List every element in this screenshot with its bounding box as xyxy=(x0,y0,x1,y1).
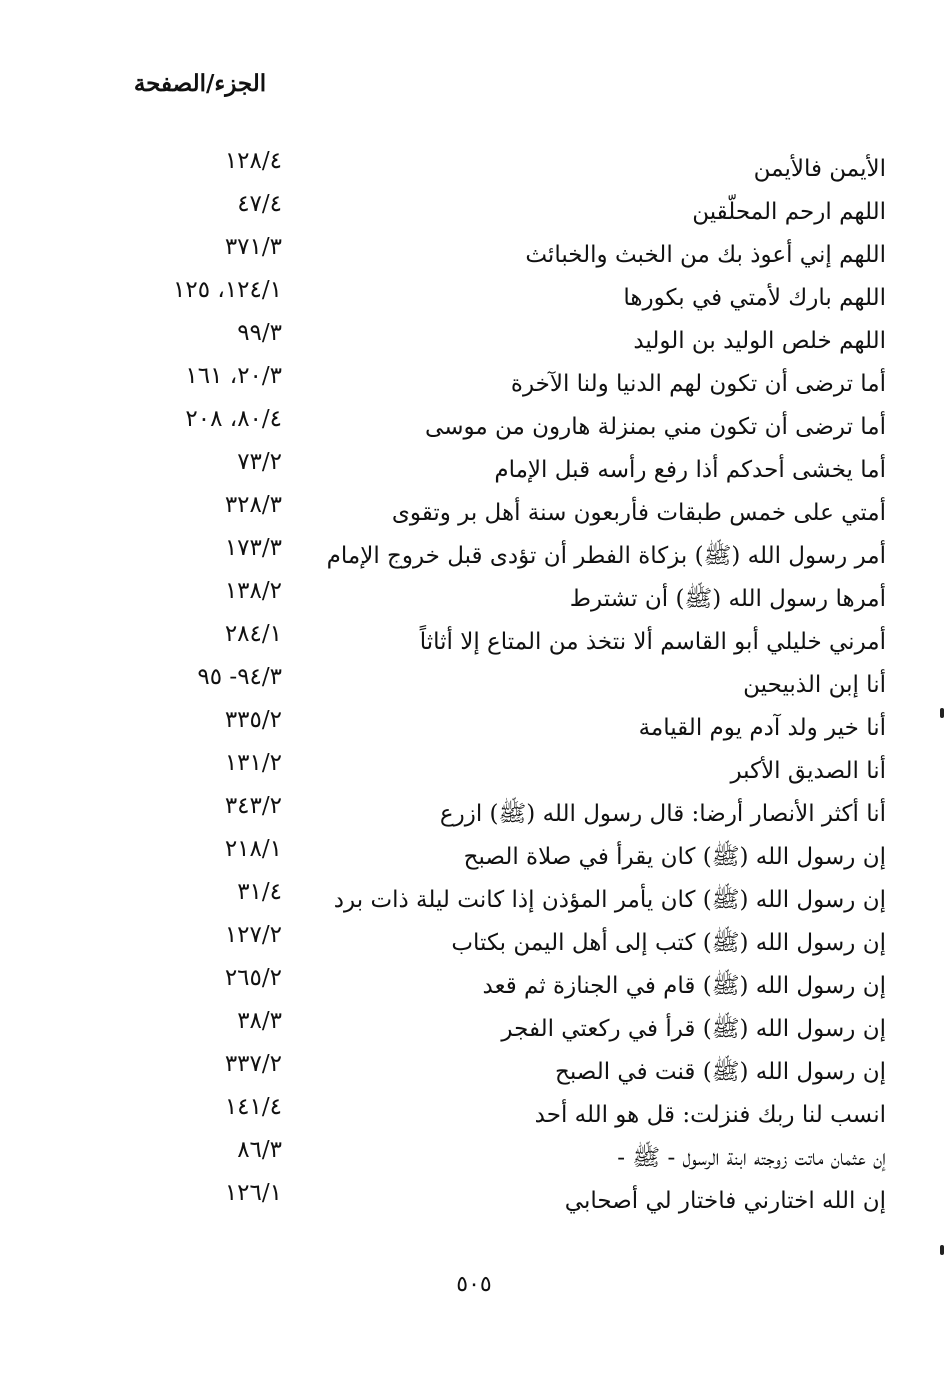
hadith-phrase: أما ترضى أن تكون لهم الدنيا ولنا الآخرة xyxy=(510,371,886,397)
index-row xyxy=(0,747,948,790)
index-row xyxy=(0,446,948,489)
hadith-phrase: إن رسول الله (ﷺ) كان يأمر المؤذن إذا كانت ليلة ذات برد xyxy=(333,887,886,913)
volume-page-ref: ٩٩/٣ xyxy=(237,320,282,346)
volume-page-ref: ٣٢٨/٣ xyxy=(224,492,282,518)
volume-page-ref: ٣٧١/٣ xyxy=(224,234,282,260)
index-row xyxy=(0,1177,948,1220)
volume-page-ref: ٢١٨/١ xyxy=(224,836,282,862)
index-row xyxy=(0,145,948,188)
index-row xyxy=(0,962,948,1005)
index-row xyxy=(0,403,948,446)
index-row xyxy=(0,231,948,274)
index-row xyxy=(0,876,948,919)
hadith-phrase: إن رسول الله (ﷺ) كتب إلى أهل اليمن بكتاب xyxy=(451,930,886,956)
hadith-phrase: أمرني خليلي أبو القاسم ألا نتخذ من المتاع إلا أثاثاً xyxy=(419,629,886,655)
hadith-phrase: أنا أكثر الأنصار أرضا: قال رسول الله (ﷺ) ازرع xyxy=(439,801,886,827)
index-row xyxy=(0,790,948,833)
hadith-phrase: أنا الصديق الأكبر xyxy=(730,758,886,784)
scan-speck xyxy=(940,1245,944,1255)
index-row xyxy=(0,1134,948,1177)
hadith-phrase: أنا إبن الذبيحين xyxy=(743,672,886,698)
index-row xyxy=(0,1005,948,1048)
hadith-phrase: إن الله اختارني فاختار لي أصحابي xyxy=(564,1188,886,1214)
index-row xyxy=(0,919,948,962)
index-row xyxy=(0,661,948,704)
volume-page-ref: ٢٦٥/٢ xyxy=(224,965,282,991)
hadith-phrase: اللهم إني أعوذ بك من الخبث والخبائث xyxy=(525,242,886,268)
volume-page-ref: ١٢٦/١ xyxy=(224,1180,282,1206)
index-row xyxy=(0,317,948,360)
volume-page-ref: ٧٣/٢ xyxy=(237,449,282,475)
volume-page-ref: ٣٣٥/٢ xyxy=(224,707,282,733)
hadith-phrase: اللهم خلص الوليد بن الوليد xyxy=(633,328,886,354)
hadith-phrase: إن رسول الله (ﷺ) قام في الجنازة ثم قعد xyxy=(482,973,886,999)
index-row xyxy=(0,1048,948,1091)
hadith-phrase: الأيمن فالأيمن xyxy=(753,156,886,182)
hadith-phrase: إن رسول الله (ﷺ) قرأ في ركعتي الفجر xyxy=(501,1016,886,1042)
volume-page-ref: ٨٠/٤، ٢٠٨ xyxy=(185,406,282,432)
index-row xyxy=(0,489,948,532)
index-row xyxy=(0,274,948,317)
hadith-phrase: أمتي على خمس طبقات فأربعون سنة أهل بر وتقوى xyxy=(391,500,886,526)
volume-page-ref: ١٣٨/٢ xyxy=(224,578,282,604)
scan-speck xyxy=(940,708,944,718)
page-number: ٥٠٥ xyxy=(456,1272,492,1297)
column-header: الجزء/الصفحة xyxy=(133,70,267,97)
volume-page-ref: ١٢٧/٢ xyxy=(224,922,282,948)
index-row xyxy=(0,532,948,575)
index-row xyxy=(0,360,948,403)
volume-page-ref: ٤٧/٤ xyxy=(237,191,282,217)
hadith-phrase: انسب لنا ربك فنزلت: قل هو الله أحد xyxy=(534,1102,886,1128)
volume-page-ref: ٢٠/٣، ١٦١ xyxy=(185,363,282,389)
volume-page-ref: ٩٤/٣- ٩٥ xyxy=(197,664,282,690)
hadith-phrase: اللهم ارحم المحلّقين xyxy=(692,199,886,225)
volume-page-ref: ٣٨/٣ xyxy=(237,1008,282,1034)
hadith-phrase: إن عثمان ماتت زوجته ابنة الرسول - ﷺ - xyxy=(617,1145,886,1171)
volume-page-ref: ٣٣٧/٢ xyxy=(224,1051,282,1077)
hadith-phrase: أمر رسول الله (ﷺ) بزكاة الفطر أن تؤدى قبل خروج الإمام xyxy=(326,543,886,569)
index-row xyxy=(0,618,948,661)
index-row xyxy=(0,188,948,231)
index-row xyxy=(0,833,948,876)
volume-page-ref: ١٢٨/٤ xyxy=(224,148,282,174)
volume-page-ref: ١٢٤/١، ١٢٥ xyxy=(173,277,282,303)
volume-page-ref: ١٧٣/٣ xyxy=(224,535,282,561)
volume-page-ref: ١٣١/٢ xyxy=(224,750,282,776)
index-row xyxy=(0,575,948,618)
hadith-phrase: أنا خير ولد آدم يوم القيامة xyxy=(638,715,886,741)
hadith-phrase: أما يخشى أحدكم أذا رفع رأسه قبل الإمام xyxy=(494,457,886,483)
hadith-phrase: أما ترضى أن تكون مني بمنزلة هارون من موسى xyxy=(425,414,886,440)
index-row xyxy=(0,1091,948,1134)
hadith-phrase: إن رسول الله (ﷺ) كان يقرأ في صلاة الصبح xyxy=(463,844,886,870)
hadith-phrase: أمرها رسول الله (ﷺ) أن تشترط xyxy=(569,586,886,612)
volume-page-ref: ٢٨٤/١ xyxy=(224,621,282,647)
volume-page-ref: ١٤١/٤ xyxy=(224,1094,282,1120)
volume-page-ref: ٣٤٣/٢ xyxy=(224,793,282,819)
volume-page-ref: ٨٦/٣ xyxy=(237,1137,282,1163)
index-list xyxy=(0,145,948,1220)
index-row xyxy=(0,704,948,747)
volume-page-ref: ٣١/٤ xyxy=(237,879,282,905)
hadith-phrase: اللهم بارك لأمتي في بكورها xyxy=(623,285,886,311)
hadith-phrase: إن رسول الله (ﷺ) قنت في الصبح xyxy=(554,1059,886,1085)
